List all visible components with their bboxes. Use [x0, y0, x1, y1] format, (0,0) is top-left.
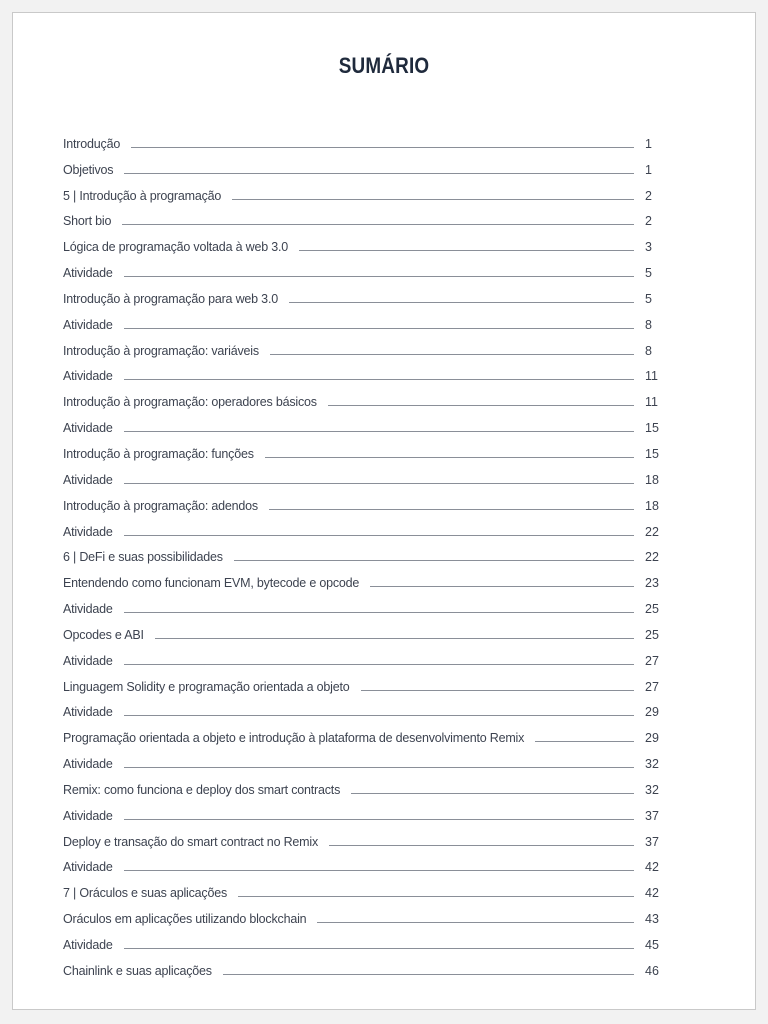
toc-leader-line	[124, 664, 634, 665]
toc-entry[interactable]	[63, 849, 661, 875]
toc-page-number: 42	[645, 886, 659, 901]
toc-page-number: 22	[645, 550, 659, 565]
toc-entry[interactable]	[63, 151, 661, 177]
toc-page-number: 27	[645, 653, 659, 668]
toc-leader-line	[122, 224, 634, 225]
toc-leader-line	[361, 690, 634, 691]
document-page	[12, 12, 756, 1010]
toc-leader-line	[232, 199, 634, 200]
toc-entry-label: Atividade	[63, 653, 113, 668]
table-of-contents	[63, 125, 661, 978]
toc-page-number: 29	[645, 731, 659, 746]
toc-entry[interactable]	[63, 332, 661, 358]
toc-page-number: 22	[645, 524, 659, 539]
toc-entry-label: Atividade	[63, 757, 113, 772]
toc-page-number: 46	[645, 963, 659, 978]
toc-leader-line	[131, 147, 634, 148]
toc-page-number: 1	[645, 136, 652, 151]
toc-entry[interactable]	[63, 590, 661, 616]
toc-page-number: 18	[645, 498, 659, 513]
toc-leader-line	[328, 405, 634, 406]
toc-leader-line	[535, 741, 634, 742]
toc-leader-line	[155, 638, 634, 639]
toc-page-number: 25	[645, 602, 659, 617]
toc-entry-label: Introdução à programação: operadores básicos	[63, 395, 317, 410]
toc-entry-label: Atividade	[63, 317, 113, 332]
toc-entry-label: Introdução à programação: funções	[63, 446, 254, 461]
toc-page-number: 1	[645, 162, 652, 177]
toc-leader-line	[124, 715, 634, 716]
toc-entry[interactable]	[63, 564, 661, 590]
toc-entry-label: 7 | Oráculos e suas aplicações	[63, 886, 228, 901]
toc-leader-line	[223, 974, 634, 975]
toc-entry-label: Lógica de programação voltada à web 3.0	[63, 240, 288, 255]
toc-entry-label: Atividade	[63, 808, 113, 823]
toc-entry[interactable]	[63, 513, 661, 539]
toc-entry[interactable]	[63, 125, 661, 151]
toc-entry[interactable]	[63, 280, 661, 306]
toc-entry-label: Introdução à programação para web 3.0	[63, 291, 278, 306]
toc-page-number: 25	[645, 627, 659, 642]
toc-entry[interactable]	[63, 952, 661, 978]
toc-leader-line	[270, 354, 634, 355]
toc-leader-line	[234, 560, 634, 561]
toc-entry[interactable]	[63, 668, 661, 694]
toc-entry[interactable]	[63, 745, 661, 771]
toc-page-number: 32	[645, 757, 659, 772]
toc-entry[interactable]	[63, 461, 661, 487]
toc-entry-label: Programação orientada a objeto e introdução à plataforma de desenvolvimento Remix	[63, 731, 525, 746]
toc-page-number: 2	[645, 214, 652, 229]
toc-entry[interactable]	[63, 797, 661, 823]
toc-page-number: 2	[645, 188, 652, 203]
toc-leader-line	[124, 379, 634, 380]
toc-leader-line	[238, 896, 634, 897]
toc-leader-line	[124, 819, 634, 820]
toc-entry-label: Introdução à programação: variáveis	[63, 343, 259, 358]
toc-leader-line	[370, 586, 634, 587]
toc-page-number: 5	[645, 291, 652, 306]
toc-page-number: 5	[645, 266, 652, 281]
toc-entry-label: Atividade	[63, 705, 113, 720]
toc-entry-label: Atividade	[63, 938, 113, 952]
page-title: SUMÁRIO	[338, 53, 430, 78]
toc-entry[interactable]	[63, 409, 661, 435]
toc-page-number: 45	[645, 938, 659, 952]
toc-page-number: 32	[645, 782, 659, 797]
toc-entry-label: Introdução à programação: adendos	[63, 498, 258, 513]
toc-entry[interactable]	[63, 383, 661, 409]
toc-entry[interactable]	[63, 900, 661, 926]
toc-leader-line	[124, 612, 634, 613]
toc-leader-line	[329, 845, 634, 846]
toc-leader-line	[269, 509, 634, 510]
toc-page-number: 27	[645, 679, 659, 694]
toc-entry[interactable]	[63, 228, 661, 254]
toc-entry-label: Opcodes e ABI	[63, 627, 144, 642]
toc-leader-line	[124, 173, 634, 174]
toc-page-number: 8	[645, 343, 652, 358]
toc-page-number: 18	[645, 472, 659, 487]
toc-leader-line	[124, 276, 634, 277]
toc-entry-label: Entendendo como funcionam EVM, bytecode e opcode	[63, 576, 360, 591]
toc-entry[interactable]	[63, 771, 661, 797]
toc-entry[interactable]	[63, 694, 661, 720]
toc-page-number: 11	[645, 369, 658, 384]
toc-leader-line	[124, 535, 634, 536]
toc-entry[interactable]	[63, 642, 661, 668]
toc-entry-label: Linguagem Solidity e programação orientada a objeto	[63, 679, 350, 694]
toc-entry[interactable]	[63, 926, 661, 952]
toc-leader-line	[299, 250, 634, 251]
toc-leader-line	[124, 328, 634, 329]
toc-leader-line	[124, 948, 634, 949]
toc-entry-label: Objetivos	[63, 162, 114, 177]
toc-entry-label: Atividade	[63, 602, 113, 617]
toc-entry-label: Remix: como funciona e deploy dos smart contracts	[63, 782, 341, 797]
toc-page-number: 15	[645, 446, 659, 461]
toc-entry-label: Chainlink e suas aplicações	[63, 963, 212, 978]
toc-entry-label: Atividade	[63, 860, 113, 875]
toc-entry[interactable]	[63, 719, 661, 745]
toc-entry-label: Atividade	[63, 524, 113, 539]
toc-page-number: 11	[645, 395, 658, 410]
toc-leader-line	[124, 767, 634, 768]
toc-entry-label: Short bio	[63, 214, 112, 229]
toc-leader-line	[265, 457, 634, 458]
toc-leader-line	[289, 302, 634, 303]
toc-page-number: 43	[645, 912, 659, 927]
toc-entry-label: Introdução	[63, 136, 121, 151]
toc-page-number: 8	[645, 317, 652, 332]
toc-entry[interactable]	[63, 823, 661, 849]
toc-page-number: 37	[645, 834, 659, 849]
toc-entry-label: 6 | DeFi e suas possibilidades	[63, 550, 223, 565]
toc-entry[interactable]	[63, 177, 661, 203]
toc-leader-line	[124, 870, 634, 871]
toc-entry-label: Atividade	[63, 369, 113, 384]
toc-leader-line	[351, 793, 634, 794]
toc-entry-label: Atividade	[63, 421, 113, 436]
toc-entry-label: Atividade	[63, 472, 113, 487]
toc-page-number: 37	[645, 808, 659, 823]
toc-page-number: 42	[645, 860, 659, 875]
toc-entry[interactable]	[63, 874, 661, 900]
toc-leader-line	[124, 483, 634, 484]
toc-entry-label: 5 | Introdução à programação	[63, 188, 222, 203]
toc-leader-line	[124, 431, 634, 432]
toc-leader-line	[317, 922, 634, 923]
toc-entry-label: Oráculos em aplicações utilizando blockchain	[63, 912, 307, 927]
toc-entry[interactable]	[63, 435, 661, 461]
toc-entry-label: Deploy e transação do smart contract no Remix	[63, 834, 319, 849]
toc-entry-label: Atividade	[63, 266, 113, 281]
toc-entry[interactable]	[63, 203, 661, 229]
toc-page-number: 29	[645, 705, 659, 720]
toc-entry[interactable]	[63, 539, 661, 565]
toc-page-number: 23	[645, 576, 659, 591]
toc-page-number: 15	[645, 421, 659, 436]
toc-entry[interactable]	[63, 254, 661, 280]
toc-page-number: 3	[645, 240, 652, 255]
toc-entry[interactable]	[63, 358, 661, 384]
toc-entry[interactable]	[63, 306, 661, 332]
toc-entry[interactable]	[63, 487, 661, 513]
toc-entry[interactable]	[63, 616, 661, 642]
